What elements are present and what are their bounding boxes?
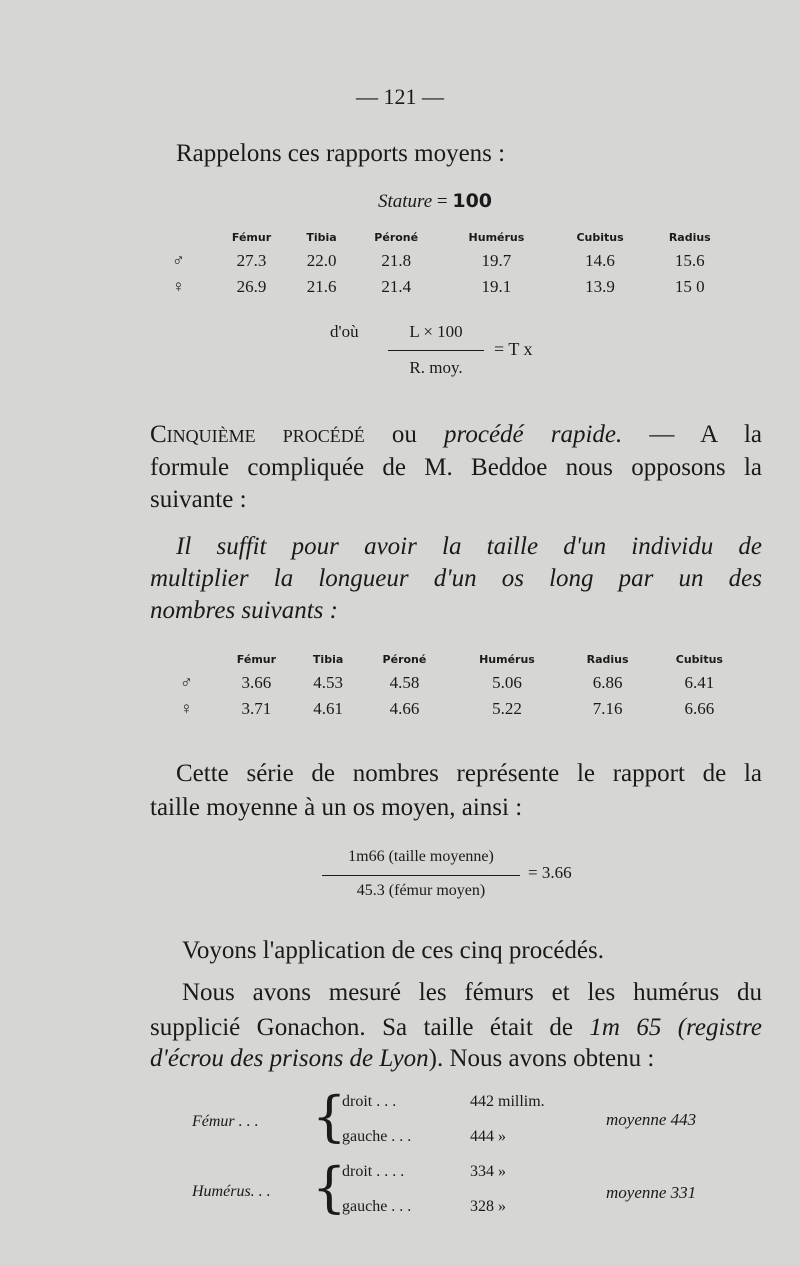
formula2-result: = 3.66: [528, 863, 572, 882]
side-value: 328 »: [470, 1198, 506, 1215]
side-label: droit . . . .: [342, 1163, 405, 1180]
header-cell: Humérus: [479, 652, 535, 666]
italic-line-2: multiplier la longueur d'un os long par un des: [150, 565, 762, 592]
side-label: gauche . . .: [342, 1198, 412, 1215]
measured-stature: 1m 65 (registre: [589, 1014, 763, 1041]
header-cell: Humérus: [468, 230, 525, 244]
side-value: 444 »: [470, 1128, 506, 1145]
side-value: 334 »: [470, 1163, 506, 1180]
table-cell: 21.6: [306, 277, 337, 296]
table-cell: 22.0: [306, 251, 337, 270]
femur-average: moyenne 443: [606, 1110, 697, 1129]
side-label: droit . . .: [342, 1093, 397, 1110]
table-cell: 19.7: [481, 251, 512, 270]
table-cell: 6.66: [684, 699, 715, 718]
italic-line-3: nombres suivants :: [150, 597, 338, 624]
stature-eq: =: [436, 191, 448, 212]
header-cell: Radius: [586, 652, 629, 666]
bone-label-humerus: Humérus. . .: [192, 1183, 271, 1200]
measured-line-3: d'écrou des prisons de Lyon). Nous avons obtenu :: [150, 1045, 655, 1072]
side-label: gauche . . .: [342, 1128, 412, 1145]
table-cell: 21.4: [381, 277, 412, 296]
formula2-numerator: 1m66 (taille moyenne): [348, 848, 494, 865]
table-row: [172, 248, 732, 274]
series-line-1: Cette série de nombres représente le rapport de la: [176, 760, 762, 787]
table-cell: 4.61: [313, 699, 343, 718]
page-number: — 121 —: [356, 84, 444, 109]
intro-line: Rappelons ces rapports moyens :: [176, 140, 506, 167]
header-cell: Péroné: [374, 230, 419, 244]
brace: {: [312, 1085, 347, 1148]
table-row: [172, 274, 732, 300]
application-line: Voyons l'application de ces cinq procédés.: [182, 937, 604, 964]
multiplier-table-header: [180, 648, 748, 670]
table-cell: 4.58: [389, 673, 420, 692]
table-cell: 27.3: [236, 251, 267, 270]
header-cell: Cubitus: [576, 230, 624, 244]
procedure-line-3: suivante :: [150, 486, 247, 513]
procedure-heading: Cinquième procédé: [150, 421, 365, 448]
header-cell: Fémur: [231, 230, 272, 244]
header-cell: Tibia: [312, 652, 344, 666]
table-cell: 14.6: [585, 251, 615, 270]
stature-label: Stature: [377, 191, 433, 212]
fraction-bar: [322, 875, 520, 876]
table-row: [180, 670, 748, 696]
table-cell: 5.22: [492, 699, 522, 718]
table-cell: 3.71: [241, 699, 272, 718]
header-cell: Tibia: [306, 230, 337, 244]
header-cell: Radius: [668, 230, 711, 244]
city-name: Lyon: [379, 1045, 429, 1072]
ratio-table: [172, 226, 732, 300]
formula1-numerator: L × 100: [409, 322, 463, 341]
italic-line-1: Il suffit pour avoir la taille d'un individu de: [176, 533, 762, 560]
table-cell: 21.8: [381, 251, 412, 270]
sex-symbol: ♀: [180, 699, 193, 718]
sex-symbol: ♂: [180, 673, 193, 692]
header-cell: Fémur: [236, 652, 277, 666]
formula1-denominator: R. moy.: [409, 358, 463, 377]
table-cell: 6.86: [592, 673, 623, 692]
header-cell: Cubitus: [675, 652, 723, 666]
formula1-prefix: d'où: [330, 322, 359, 341]
table-cell: 26.9: [236, 277, 267, 296]
table-cell: 13.9: [585, 277, 615, 296]
table-cell: 4.66: [389, 699, 420, 718]
measured-line-2: supplicié Gonachon. Sa taille était de 1m 65 (registre: [150, 1014, 763, 1041]
table-cell: 7.16: [592, 699, 623, 718]
stature-line: [0, 190, 800, 213]
humerus-average: moyenne 331: [606, 1183, 697, 1202]
bone-label-femur: Fémur . . .: [192, 1113, 259, 1130]
table-row: [180, 696, 748, 722]
side-value: 442 millim.: [470, 1093, 545, 1110]
table-cell: 3.66: [241, 673, 272, 692]
table-cell: 15.6: [674, 251, 705, 270]
table-cell: 6.41: [684, 673, 715, 692]
brace: {: [312, 1156, 347, 1219]
procedure-line-1: Cinquième procédé ou procédé rapide. — A la: [150, 421, 762, 448]
fraction-bar: [388, 350, 484, 351]
formula1-result: = T x: [494, 339, 533, 359]
table-cell: 4.53: [313, 673, 343, 692]
formula2-denominator: 45.3 (fémur moyen): [356, 882, 486, 899]
multiplier-table: [180, 648, 748, 722]
sex-symbol: ♀: [172, 277, 185, 296]
procedure-line-2: formule compliquée de M. Beddoe nous opposons la: [150, 454, 762, 481]
header-cell: Péroné: [382, 652, 427, 666]
table-cell: 19.1: [481, 277, 512, 296]
table-cell: 15 0: [674, 277, 705, 296]
stature-value: 100: [452, 190, 493, 212]
procedure-name: procédé rapide.: [444, 421, 623, 448]
measured-line-1: Nous avons mesuré les fémurs et les humérus du: [182, 979, 762, 1006]
sex-symbol: ♂: [172, 251, 185, 270]
series-line-2: taille moyenne à un os moyen, ainsi :: [150, 794, 523, 821]
ratio-table-header: [172, 226, 732, 248]
table-cell: 5.06: [492, 673, 522, 692]
